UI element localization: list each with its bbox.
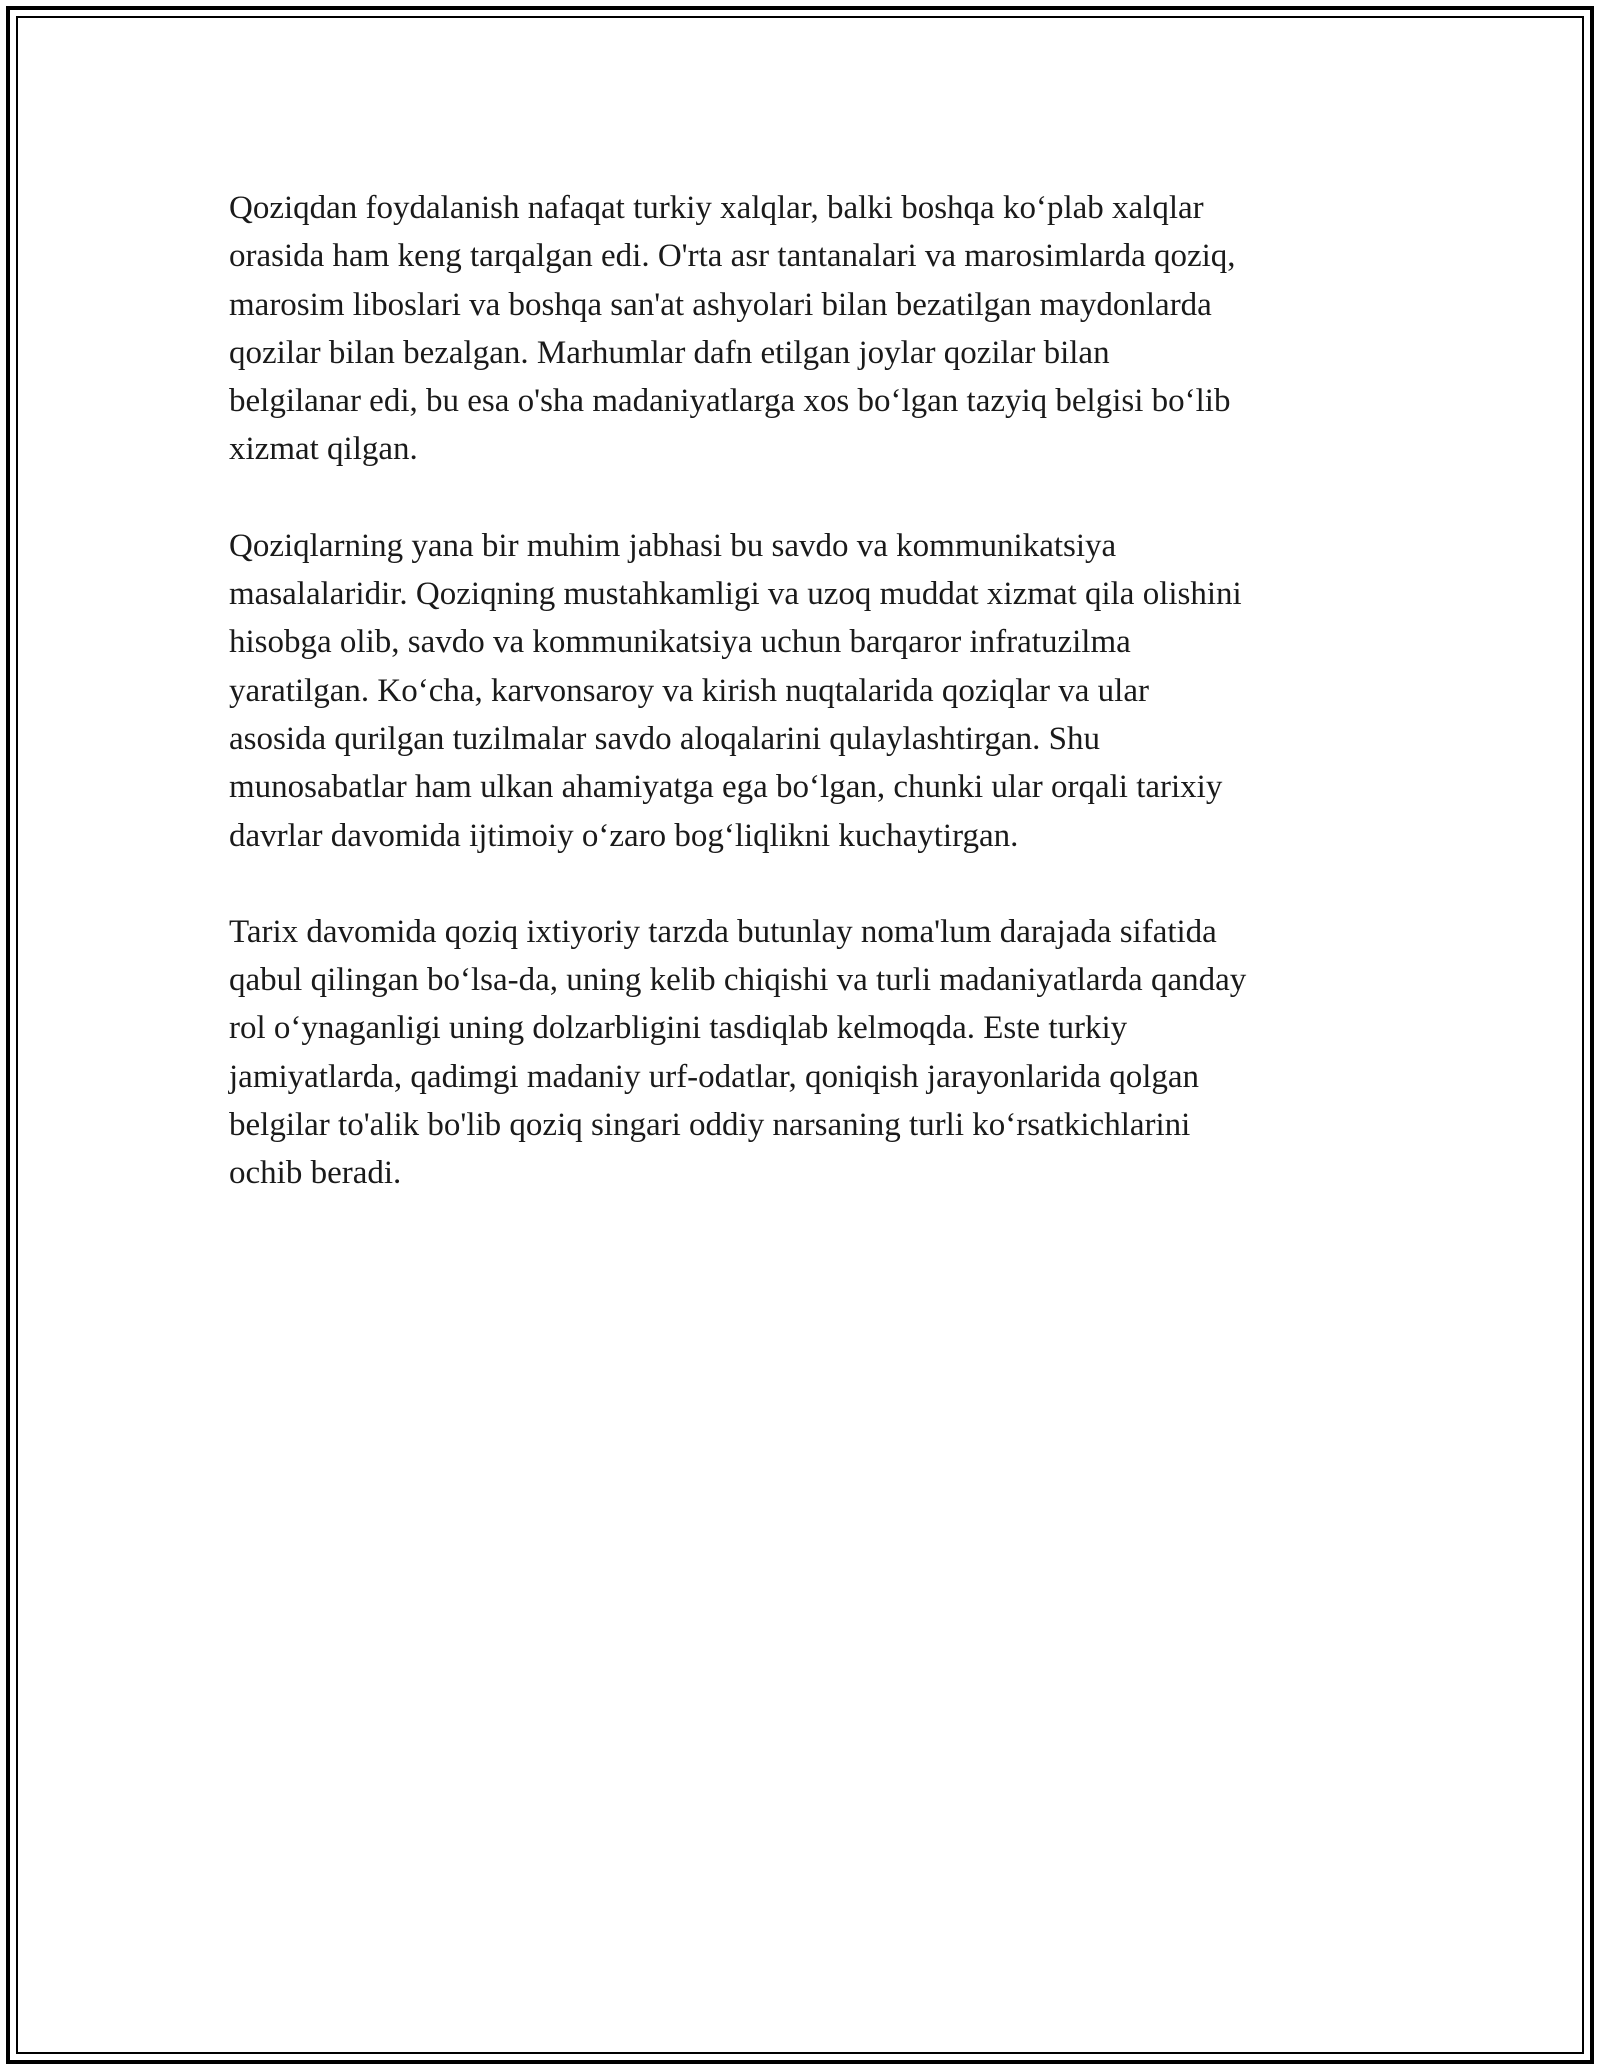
paragraph-2	[229, 522, 1399, 860]
paragraph-line: belgilar to'alik bo'lib qoziq singari oddiy narsaning turli ko‘rsatkichlarini	[229, 1107, 1191, 1144]
paragraph-line: qabul qilingan bo‘lsa-da, uning kelib chiqishi va turli madaniyatlarda qanday	[229, 962, 1247, 999]
paragraph-1	[229, 184, 1399, 474]
paragraph-line: belgilanar edi, bu esa o'sha madaniyatlarga xos bo‘lgan tazyiq belgisi bo‘lib	[229, 383, 1231, 420]
paragraph-line: yaratilgan. Ko‘cha, karvonsaroy va kirish nuqtalarida qoziqlar va ular	[229, 672, 1149, 709]
paragraph-line: masalalaridir. Qoziqning mustahkamligi va uzoq muddat xizmat qila olishini	[229, 576, 1242, 613]
paragraph-3	[229, 908, 1399, 1198]
paragraph-line: jamiyatlarda, qadimgi madaniy urf-odatlar, qoniqish jarayonlarida qolgan	[229, 1058, 1200, 1095]
paragraph-line: Qoziqlarning yana bir muhim jabhasi bu savdo va kommunikatsiya	[229, 527, 1117, 564]
paragraph-line: marosim liboslari va boshqa san'at ashyolari bilan bezatilgan maydonlarda	[229, 286, 1212, 323]
paragraph-line: xizmat qilgan.	[229, 431, 418, 468]
document-body	[229, 184, 1399, 1246]
paragraph-line: ochib beradi.	[229, 1155, 402, 1192]
paragraph-line: rol o‘ynaganligi uning dolzarbligini tasdiqlab kelmoqda. Este turkiy	[229, 1010, 1128, 1047]
paragraph-line: Tarix davomida qoziq ixtiyoriy tarzda butunlay noma'lum darajada sifatida	[229, 913, 1217, 950]
paragraph-line: Qoziqdan foydalanish nafaqat turkiy xalqlar, balki boshqa ko‘plab xalqlar	[229, 190, 1204, 226]
paragraph-line: orasida ham keng tarqalgan edi. O'rta asr tantanalari va marosimlarda qoziq,	[229, 238, 1236, 275]
paragraph-line: munosabatlar ham ulkan ahamiyatga ega bo‘lgan, chunki ular orqali tarixiy	[229, 769, 1223, 806]
paragraph-line: qozilar bilan bezalgan. Marhumlar dafn etilgan joylar qozilar bilan	[229, 334, 1110, 371]
paragraph-line: asosida qurilgan tuzilmalar savdo aloqalarini qulaylashtirgan. Shu	[229, 720, 1100, 757]
paragraph-line: davrlar davomida ijtimoiy o‘zaro bog‘liqlikni kuchaytirgan.	[229, 817, 1019, 854]
paragraph-line: hisobga olib, savdo va kommunikatsiya uchun barqaror infratuzilma	[229, 624, 1131, 661]
